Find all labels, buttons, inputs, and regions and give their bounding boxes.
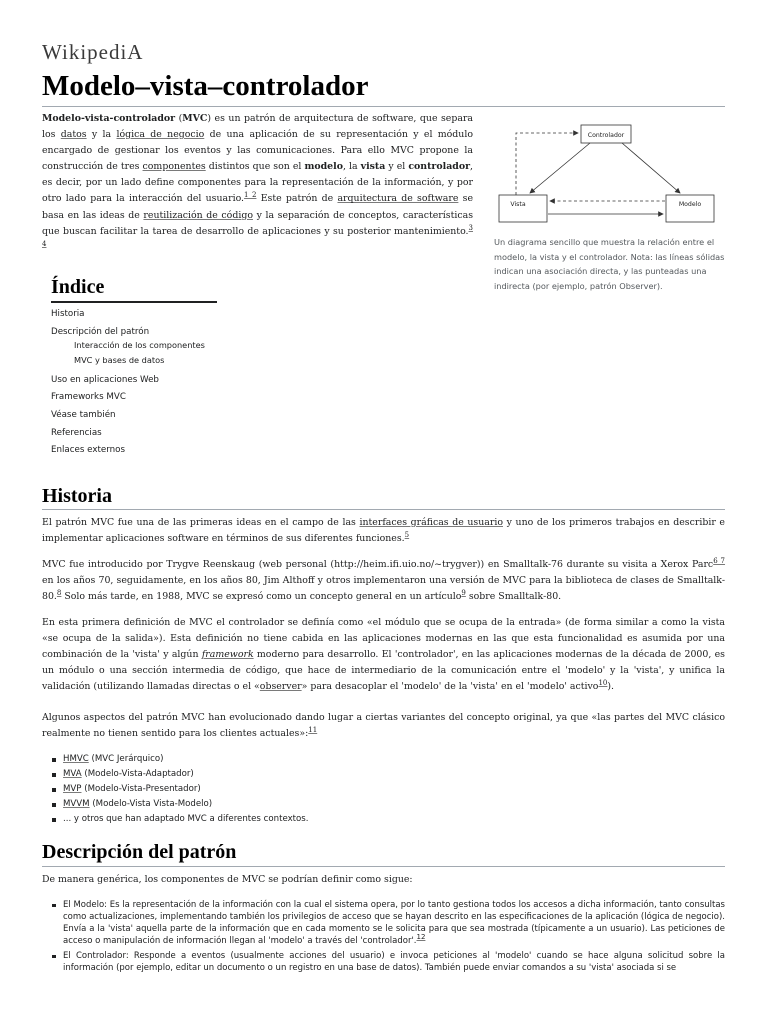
descripcion-intro: De manera genérica, los componentes de MVC se podrían definir como sigue: bbox=[42, 874, 413, 885]
text-run: se basa en las ideas de bbox=[42, 193, 473, 221]
text-run: ). bbox=[607, 681, 615, 693]
bold-term: Modelo-vista-controlador bbox=[42, 113, 176, 124]
inline-link[interactable]: reutilización de código bbox=[143, 209, 253, 221]
text-run: » para desacoplar el 'modelo' de la 'vista' en el 'modelo' activo bbox=[301, 681, 599, 693]
historia-paragraph-1 bbox=[42, 515, 725, 547]
wikipedia-wordmark[interactable]: WikipediA bbox=[42, 40, 144, 64]
toc-item-bases-de-datos[interactable]: MVC y bases de datos bbox=[74, 355, 165, 365]
view-to-controller-dashed-arrow bbox=[516, 133, 578, 195]
model-box bbox=[666, 195, 714, 222]
list-item bbox=[50, 812, 309, 827]
reference-link[interactable]: 6 7 bbox=[713, 556, 726, 565]
text-run: y el bbox=[385, 161, 409, 173]
toc-divider bbox=[51, 301, 217, 303]
inline-link[interactable]: framework bbox=[201, 649, 254, 661]
list-item bbox=[50, 767, 309, 782]
variant-description: (MVC Jerárquico) bbox=[88, 754, 164, 764]
reference-link[interactable]: 3 4 bbox=[42, 223, 473, 248]
reference-link[interactable]: 8 bbox=[56, 589, 62, 598]
section-divider-descripcion bbox=[42, 866, 725, 867]
section-heading-historia: Historia bbox=[42, 485, 112, 507]
controller-label: Controlador bbox=[587, 132, 625, 139]
variant-description: (Modelo-Vista Vista-Modelo) bbox=[89, 799, 213, 809]
variant-link[interactable]: MVA bbox=[63, 769, 82, 779]
list-item-modelo bbox=[50, 899, 725, 947]
section-divider-historia bbox=[42, 509, 725, 510]
text-run: Algunos aspectos del patrón MVC han evolucionado dando lugar a ciertas variantes del concepto original, ya que «las partes del MVC clásico realmente no tienen sentido para los clientes actuales»: bbox=[42, 712, 725, 740]
section-heading-descripcion: Descripción del patrón bbox=[42, 841, 237, 863]
toc-item-interaccion[interactable]: Interacción de los componentes bbox=[74, 340, 205, 350]
historia-paragraph-2 bbox=[42, 557, 725, 605]
inline-link[interactable]: interfaces gráficas de usuario bbox=[359, 517, 503, 528]
text-run: y la bbox=[86, 129, 117, 141]
reference-link[interactable]: 12 bbox=[416, 933, 426, 942]
diagram-caption: Un diagrama sencillo que muestra la relación entre el modelo, la vista y el controlador. Nota: las líneas sólidas indican una asociación directa, y las punteadas una indirecta (por ejemplo, patrón Observer). bbox=[494, 237, 725, 291]
reference-link[interactable]: 10 bbox=[598, 679, 608, 688]
text-run: de una aplicación de su representación y el módulo encargado de gestionar los eventos y las comunicaciones. Para ello MVC propone la construcción de tres bbox=[42, 129, 473, 173]
list-item bbox=[50, 782, 309, 797]
text-run: El patrón MVC fue una de las primeras ideas en el campo de las bbox=[42, 517, 360, 528]
toc-item-historia[interactable]: Historia bbox=[51, 309, 85, 319]
variant-description: ... y otros que han adaptado MVC a diferentes contextos. bbox=[63, 814, 309, 824]
text-run: Solo más tarde, en 1988, MVC se expresó como un concepto general en un artículo bbox=[61, 591, 462, 603]
historia-paragraph-3 bbox=[42, 615, 725, 695]
list-item-controlador bbox=[50, 950, 725, 974]
toc-item-vease-tambien[interactable]: Véase también bbox=[51, 410, 116, 420]
toc-item-uso-web[interactable]: Uso en aplicaciones Web bbox=[51, 375, 159, 385]
text-run: El Controlador: Responde a eventos (usualmente acciones del usuario) e invoca peticiones al 'modelo' cuando se hace alguna solicitud sobre la información (por ejemplo, editar un documento o un registro en una base de datos). También puede enviar comandos a su 'vista' asociada si se bbox=[63, 951, 725, 973]
text-run: en los años 70, seguidamente, en los años 80, Jim Althoff y otros implementaron una versión de MVC para la biblioteca de clases de Smalltalk-80. bbox=[42, 575, 725, 603]
text-run: sobre Smalltalk-80. bbox=[465, 591, 562, 603]
title-divider bbox=[42, 106, 725, 107]
reference-link[interactable]: 1 2 bbox=[244, 191, 257, 200]
view-label: Vista bbox=[510, 201, 526, 208]
toc-item-enlaces[interactable]: Enlaces externos bbox=[51, 445, 125, 455]
toc-item-referencias[interactable]: Referencias bbox=[51, 428, 102, 438]
text-run: El Modelo: Es la representación de la información con la cual el sistema opera, por lo tanto gestiona todos los accesos a dicha información, tanto consultas como actualizaciones, implementando también los privilegios de acceso que se hayan descrito en las especificaciones de la aplicación (lógica de negocio). Envía a la 'vista' aquella parte de la información que en cada momento se le solicita para que sea mostrada (típicamente a un usuario). Las peticiones de acceso o manipulación de información llegan al 'modelo' a través del 'controlador'. bbox=[63, 900, 725, 946]
controller-to-view-arrow bbox=[530, 143, 590, 193]
controller-to-model-arrow bbox=[622, 143, 680, 193]
text-run: ) es un patrón de arquitectura de software, que separa los bbox=[42, 113, 473, 141]
text-run: distintos que son el bbox=[205, 161, 305, 173]
variant-description: (Modelo-Vista-Adaptador) bbox=[81, 769, 194, 779]
bold-term: modelo bbox=[304, 161, 343, 173]
text-run: , la bbox=[342, 161, 361, 173]
variant-link[interactable]: HMVC bbox=[63, 754, 89, 764]
reference-link[interactable]: 11 bbox=[308, 725, 318, 734]
list-item bbox=[50, 797, 309, 812]
toc-item-frameworks[interactable]: Frameworks MVC bbox=[51, 392, 126, 402]
text-run: MVC fue introducido por Trygve Reenskaug (web personal (http://heim.ifi.uio.no/~trygver)) en Smalltalk-76 durante su visita a Xerox Parc bbox=[42, 559, 714, 570]
bold-term: vista bbox=[360, 161, 386, 173]
variant-link[interactable]: MVVM bbox=[63, 799, 90, 809]
historia-paragraph-4 bbox=[42, 710, 725, 742]
text-run: Este patrón de bbox=[256, 193, 338, 205]
toc-title: Índice bbox=[51, 276, 105, 298]
toc-item-descripcion[interactable]: Descripción del patrón bbox=[51, 327, 150, 337]
text-run: y uno de los primeros trabajos en describir e implementar aplicaciones software en términos de sus diferentes funciones. bbox=[42, 517, 725, 545]
text-run: , es decir, por un lado define componentes para la representación de la información, y por otro lado para la interacción del usuario. bbox=[42, 161, 473, 205]
inline-link[interactable]: observer bbox=[259, 681, 302, 693]
mvc-variants-list bbox=[50, 752, 309, 827]
bold-term: MVC bbox=[182, 113, 208, 124]
variant-description: (Modelo-Vista-Presentador) bbox=[81, 784, 201, 794]
mvc-diagram bbox=[494, 115, 726, 235]
inline-link[interactable]: componentes bbox=[142, 161, 206, 173]
bold-term: controlador bbox=[408, 161, 471, 173]
reference-link[interactable]: 5 bbox=[404, 530, 410, 539]
reference-link[interactable]: 9 bbox=[461, 589, 466, 598]
variant-link[interactable]: MVP bbox=[63, 784, 82, 794]
text-run: ( bbox=[175, 113, 183, 124]
text-run: moderno para desarrollo. El 'controlador', en las aplicaciones modernas de la década de 2000, es un módulo o una sección intermedia de código, que hace de intermediario de la comunicación entre el 'modelo' y la 'vista', y unifica la validación (utilizando llamadas directas o el « bbox=[42, 649, 725, 693]
inline-link[interactable]: arquitectura de software bbox=[337, 193, 459, 205]
inline-link[interactable]: datos bbox=[60, 129, 87, 141]
lead-paragraph bbox=[42, 111, 473, 256]
text-run: y la separación de conceptos, características que buscan facilitar la tarea de desarrollo de aplicaciones y su posterior mantenimiento. bbox=[42, 209, 474, 237]
model-label: Modelo bbox=[678, 201, 702, 208]
text-run: En esta primera definición de MVC el controlador se definía como «el módulo que se ocupa de la entrada» (de forma similar a como la vista «se ocupa de la salida»). Esta definición no tiene cabida en las aplicaciones modernas en las que esta funcionalidad es asumida por una combinación de la 'vista' y algún bbox=[42, 617, 725, 661]
inline-link[interactable]: lógica de negocio bbox=[116, 129, 205, 141]
list-item bbox=[50, 752, 309, 767]
mvc-components-list bbox=[50, 899, 725, 977]
page-title: Modelo–vista–controlador bbox=[42, 70, 369, 102]
view-box bbox=[499, 195, 547, 222]
